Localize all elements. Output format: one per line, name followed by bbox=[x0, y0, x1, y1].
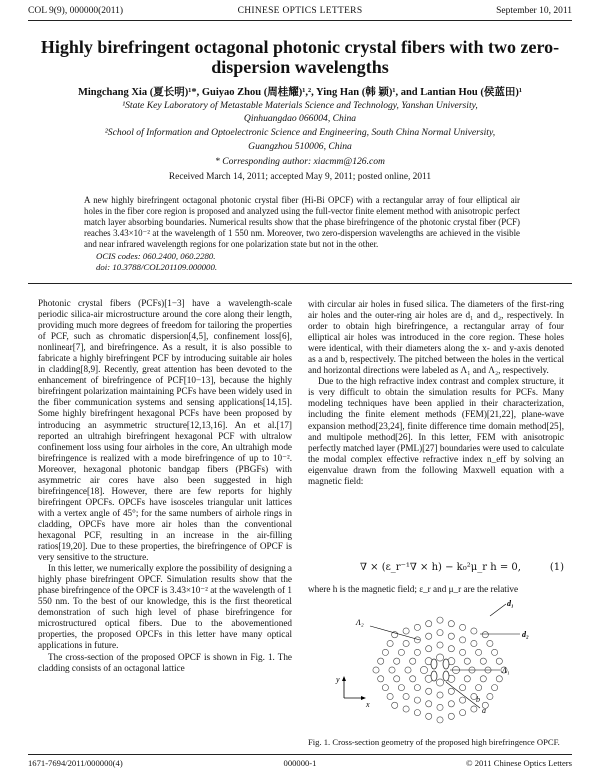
paragraph-modeling: Due to the high refractive index contrast and complex structure, it is very difficult to obtain the simulation results for PCFs. Many modeling techniques have been applied in their characterization, including the finite element methods (FEM)[21,22], plane-wave expansion method[23,24], finite difference time domain method[25], and multipole method[26]. In this letter, FEM with anisotropic perfectly matched layer (PML)[27] boundaries were used to calculate the modal complex effective refractive index n_eff by solving an eigenvalue drawn from the following Maxwell equation with a magnetic field: bbox=[308, 376, 564, 486]
equation-number: (1) bbox=[549, 562, 564, 573]
air-hole bbox=[394, 658, 400, 664]
air-hole bbox=[476, 685, 482, 691]
core-elliptical-holes bbox=[431, 659, 449, 681]
air-hole bbox=[414, 624, 420, 630]
right-column bbox=[308, 299, 564, 487]
air-hole bbox=[471, 628, 477, 634]
footer-copyright: © 2011 Chinese Optics Letters bbox=[466, 758, 572, 768]
air-hole bbox=[460, 710, 466, 716]
air-hole bbox=[448, 688, 454, 694]
air-hole bbox=[414, 697, 420, 703]
corresponding-author: * Corresponding author: xiacmm@126.com bbox=[215, 156, 385, 167]
air-hole bbox=[460, 697, 466, 703]
air-hole bbox=[492, 685, 498, 691]
air-hole bbox=[492, 649, 498, 655]
air-hole bbox=[436, 679, 443, 686]
core-hole-tl bbox=[431, 659, 437, 669]
figure-caption: Fig. 1. Cross-section geometry of the proposed high birefringence OPCF. bbox=[308, 737, 560, 747]
equation-expression: ∇ × (ε_r⁻¹∇ × h) − k₀²μ_r h = 0, bbox=[360, 562, 521, 573]
header-rule bbox=[28, 20, 572, 21]
air-hole bbox=[471, 640, 477, 646]
author-list: Mingchang Xia (夏长明)¹*, Guiyao Zhou (周桂耀)¹,², Ying Han (韩 颖)¹, and Lantian Hou (侯蓝田)¹ bbox=[77, 87, 523, 98]
air-hole bbox=[437, 642, 443, 648]
air-hole bbox=[394, 676, 400, 682]
air-hole bbox=[471, 706, 477, 712]
air-hole bbox=[378, 676, 384, 682]
air-hole bbox=[414, 685, 420, 691]
air-hole bbox=[414, 710, 420, 716]
label-a: a bbox=[482, 706, 486, 715]
affiliation-1: ¹State Key Laboratory of Metastable Materials Science and Technology, Yanshan University, bbox=[122, 100, 478, 111]
air-hole bbox=[448, 646, 454, 652]
air-hole bbox=[387, 640, 393, 646]
d1-leader-line bbox=[490, 604, 506, 616]
air-hole bbox=[378, 658, 384, 664]
air-hole bbox=[482, 632, 488, 638]
air-hole bbox=[460, 624, 466, 630]
ocis-codes: OCIS codes: 060.2400, 060.2280. bbox=[96, 251, 216, 261]
air-hole bbox=[410, 676, 416, 682]
air-hole bbox=[496, 658, 502, 664]
air-hole bbox=[448, 713, 454, 719]
air-hole bbox=[436, 654, 443, 661]
abstract-rule bbox=[28, 283, 572, 284]
air-hole bbox=[487, 693, 493, 699]
air-hole bbox=[480, 658, 486, 664]
air-hole bbox=[414, 649, 420, 655]
air-hole bbox=[398, 685, 404, 691]
journal-ref: COL 9(9), 000000(2011) bbox=[28, 6, 124, 16]
air-hole bbox=[437, 704, 443, 710]
paragraph-intro: Photonic crystal fibers (PCFs)[1−3] have a wavelength-scale periodic silica-air microstructure around the core along their length, providing much more degrees of freedom for tailoring the properties of PCF, such as chromatic dispersion[4,5], confinement loss[6], nonlinear[7], and birefringence. As a result, it is also possible to fabricate a highly birefringent PCF by introducing suitable air holes in cladding[8,9]. Recently, great attention has been devoted to the enhancement of birefringence of PCF[10−13], because the highly birefringent polarization maintaining PCFs have been widely used in the fiber communication systems and sensing applications[14,15]. Some highly birefringent hexagonal PCFs have been proposed by introducing an asymmetric structure[12,13,16]. An et al.[17] reported an ultrahigh birefringent hexagonal PCF with ultralow confinement loss using four airholes in the core, An ultrahigh mode birefringence is realized with a mode birefringence of up to 10⁻². Moreover, hexagonal photonic bandgap fibers (PBGFs) with asymmetric air cores have also been suggested in high birefringence[18]. However, there are few reports for highly birefringent OPCFs. OPCFs have isosceles triangular unit lattices with a vertex angle of 45°; for the same numbers of airhole rings in cladding, OPCFs have more air holes than the conventional hexagonal PCF, resulting in an increase in the air-filling ratios[19,20]. Due to these properties, the birefringence of OPCF is very sensitive to the structure. bbox=[38, 298, 292, 563]
footer-issn: 1671-7694/2011/000000(4) bbox=[28, 758, 123, 768]
affiliation-2-city: Guangzhou 510006, China bbox=[248, 141, 352, 152]
air-hole bbox=[448, 633, 454, 639]
air-hole bbox=[420, 666, 427, 673]
air-hole bbox=[496, 676, 502, 682]
air-hole bbox=[437, 617, 443, 623]
air-hole bbox=[480, 676, 486, 682]
air-hole bbox=[382, 685, 388, 691]
label-lambda1: Λ₁ bbox=[502, 666, 510, 675]
air-hole bbox=[392, 702, 398, 708]
received-dates: Received March 14, 2011; accepted May 9, 2011; posted online, 2011 bbox=[168, 172, 432, 182]
air-hole bbox=[437, 630, 443, 636]
issue-date: September 10, 2011 bbox=[496, 6, 572, 16]
air-hole bbox=[403, 706, 409, 712]
label-d1: d₁ bbox=[507, 599, 514, 608]
label-lambda2: Λ₂ bbox=[356, 618, 364, 627]
paragraph-letter: In this letter, we numerically explore the possibility of designing a highly phase birefringent OPCF. Simulation results show that the phase birefringence of the OPCF is 3.43×10⁻² at the wavelength of 1 550 nm. To the best of our knowledge, this is the first theoretical demonstration of such high level of phase birefringence for microstructured optical fibers. Due to the abovementioned properties, the proposed OPCFs in this letter have many optical applications in future. bbox=[38, 563, 292, 651]
air-hole bbox=[403, 640, 409, 646]
air-hole bbox=[426, 646, 432, 652]
air-hole bbox=[487, 640, 493, 646]
air-hole bbox=[460, 637, 466, 643]
running-header bbox=[28, 6, 572, 20]
air-hole bbox=[405, 667, 411, 673]
air-hole bbox=[426, 701, 432, 707]
air-hole bbox=[410, 658, 416, 664]
y-axis-arrowhead bbox=[342, 676, 346, 681]
air-hole bbox=[448, 701, 454, 707]
label-b: b bbox=[476, 695, 480, 704]
air-hole bbox=[398, 649, 404, 655]
footer-page: 000000-1 bbox=[283, 758, 317, 768]
air-hole bbox=[382, 649, 388, 655]
air-hole bbox=[373, 667, 379, 673]
paragraph-cladding: with circular air holes in fused silica. The diameters of the first-ring air holes and the outer-ring air holes are d₁ and d₂, respectively. In order to obtain high birefringence, a rectangular array of four elliptical air holes was introduced in the core region. These holes were identical, with their diameters along the x- and y-axis denoted as a and b, respectively. The pitched between the holes in the vertical and horizontal directions were labeled as Λ₁ and Λ₂, respectively. bbox=[308, 299, 564, 376]
air-hole bbox=[464, 658, 470, 664]
figure-cross-section bbox=[330, 598, 550, 738]
air-hole bbox=[460, 649, 466, 655]
journal-name: CHINESE OPTICS LETTERS bbox=[237, 6, 363, 16]
air-hole bbox=[476, 649, 482, 655]
footer-rule bbox=[28, 754, 572, 755]
air-hole bbox=[387, 693, 393, 699]
core-hole-br bbox=[443, 671, 449, 681]
paragraph-cross-section: The cross-section of the proposed OPCF is shown in Fig. 1. The cladding consists of an octagonal lattice bbox=[38, 651, 292, 673]
doi: doi: 10.3788/COL201109.000000. bbox=[96, 262, 218, 272]
air-hole bbox=[403, 693, 409, 699]
air-hole bbox=[426, 688, 432, 694]
classification-codes bbox=[96, 251, 217, 273]
where-clause: where h is the magnetic field; ε_r and μ_r are the relative bbox=[308, 584, 519, 594]
abstract: A new highly birefringent octagonal photonic crystal fiber (Hi-Bi OPCF) with a rectangular array of four elliptical air holes in the fiber core region is proposed and analyzed using the full-vector finite element method with anisotropic perfect match layer absorbing boundaries. Numerical results show that the phase birefringence of the photonic crystal fiber (PCF) reaches 3.43×10⁻² at the wavelength of 1 550 nm. Moreover, two zero-dispersion wavelengths are achieved in the visible and near infrared wavelength regions for one polarization state but not in the other. bbox=[84, 195, 520, 249]
left-column bbox=[38, 298, 292, 674]
core-hole-bl bbox=[431, 671, 437, 681]
paper-title: Highly birefringent octagonal photonic crystal fibers with two zero-dispersion wavelengths bbox=[40, 37, 560, 77]
air-hole bbox=[437, 692, 443, 698]
affiliation-1-city: Qinhuangdao 066004, China bbox=[243, 113, 357, 124]
affiliation-2: ²School of Information and Optoelectronic Science and Engineering, South China Normal University, bbox=[104, 127, 496, 138]
air-hole bbox=[426, 621, 432, 627]
air-hole bbox=[426, 713, 432, 719]
air-hole bbox=[389, 667, 395, 673]
air-hole bbox=[448, 621, 454, 627]
label-x: x bbox=[366, 700, 370, 709]
air-hole bbox=[403, 628, 409, 634]
label-y: y bbox=[336, 675, 340, 684]
label-d2: d₂ bbox=[522, 630, 529, 639]
core-hole-tr bbox=[443, 659, 449, 669]
air-hole bbox=[426, 633, 432, 639]
air-hole bbox=[464, 676, 470, 682]
air-hole bbox=[460, 685, 466, 691]
air-hole bbox=[437, 717, 443, 723]
